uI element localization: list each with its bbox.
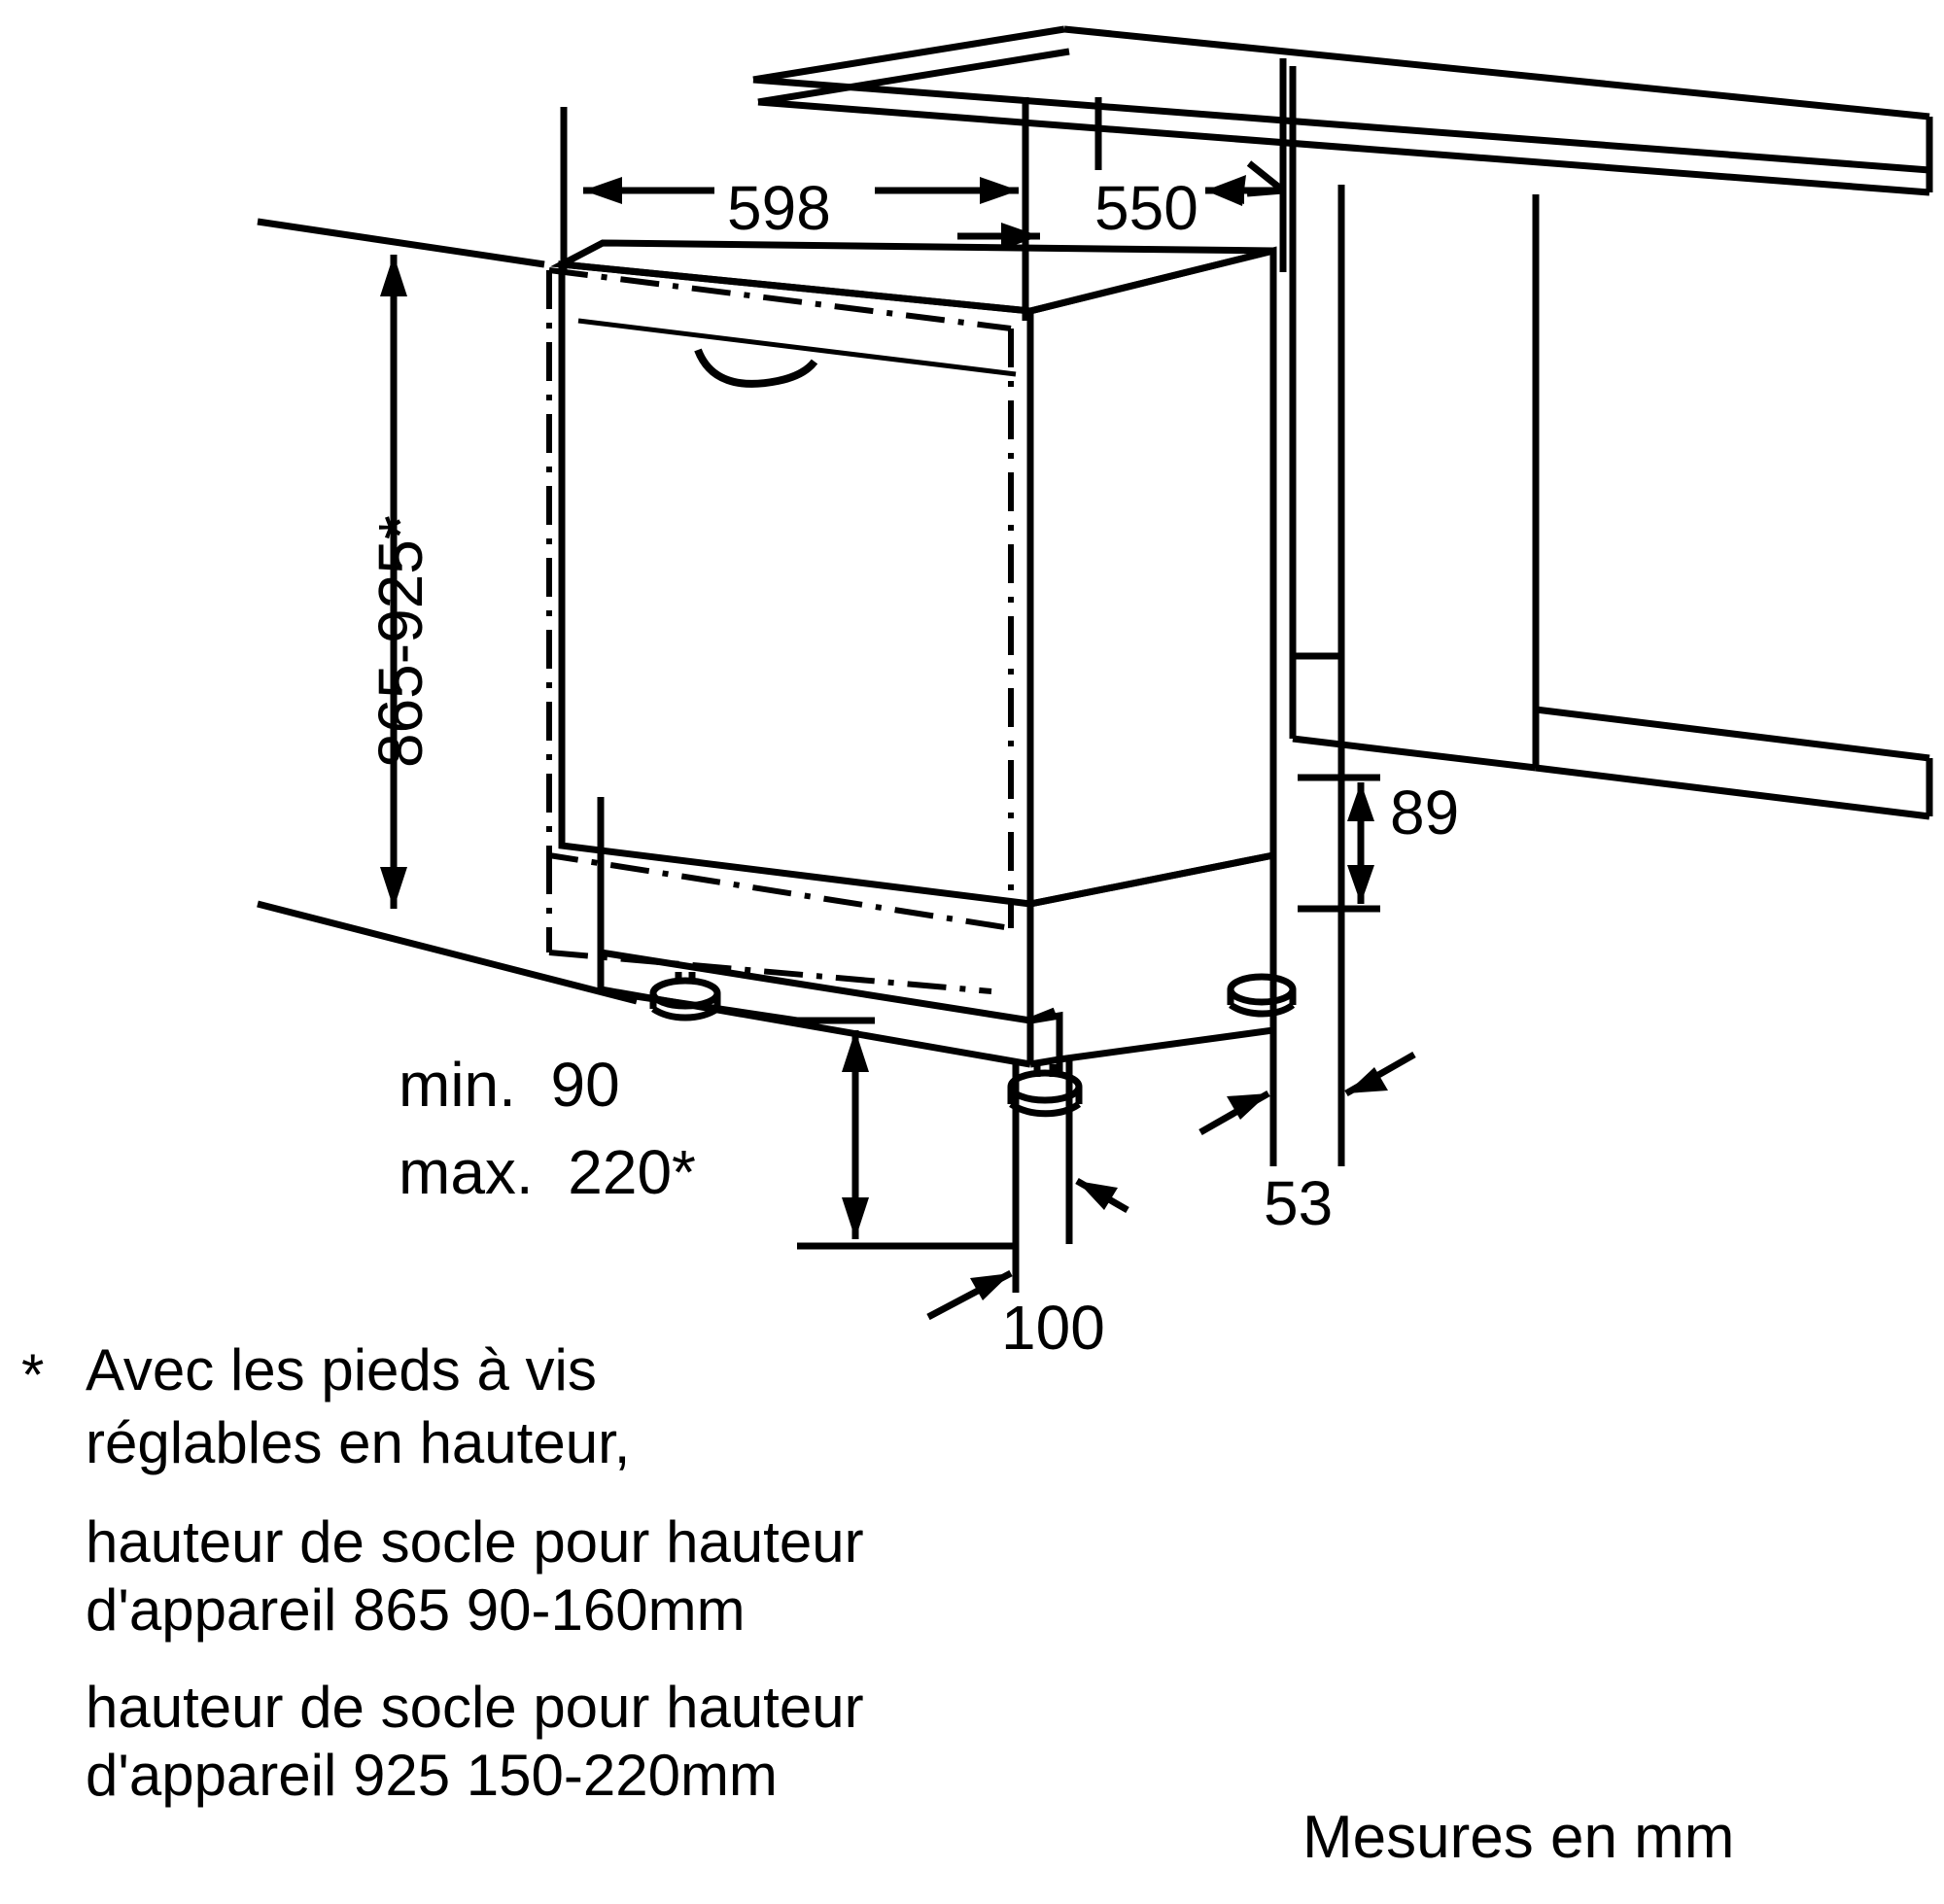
worktop-lines — [753, 29, 1929, 192]
footnote-marker: * — [21, 1342, 45, 1407]
dimension-label-53: 53 — [1264, 1168, 1334, 1238]
dim-865-925 — [258, 222, 637, 1001]
dim-53 — [1200, 768, 1414, 1166]
units-note: Mesures en mm — [1302, 1804, 1735, 1871]
dimension-label-plinth-min: min. 90 — [399, 1050, 620, 1120]
right-cabinet — [1293, 66, 1929, 816]
footnote-line-6: d'appareil 925 150-220mm — [86, 1743, 778, 1808]
dimension-label-plinth-max: max. 220* — [399, 1137, 696, 1207]
appliance-body — [562, 243, 1273, 1074]
door-panel-line — [578, 321, 1016, 374]
dimension-label-width: 598 — [727, 173, 831, 243]
dimension-label-100: 100 — [1001, 1293, 1105, 1363]
footnote-line-5: hauteur de socle pour hauteur — [86, 1675, 864, 1740]
footnote-line-4: d'appareil 865 90-160mm — [86, 1577, 746, 1643]
footnote-line-2: réglables en hauteur, — [86, 1410, 631, 1475]
dimension-label-89: 89 — [1390, 778, 1460, 848]
dimension-label-depth: 550 — [1094, 173, 1198, 243]
footnote-line-3: hauteur de socle pour hauteur — [86, 1509, 864, 1575]
dim-plinth-height — [797, 1021, 875, 1246]
dimension-label-height-range: 865-925* — [365, 515, 435, 768]
door-handle — [698, 350, 815, 384]
footnote-line-1: Avec les pieds à vis — [86, 1337, 597, 1402]
